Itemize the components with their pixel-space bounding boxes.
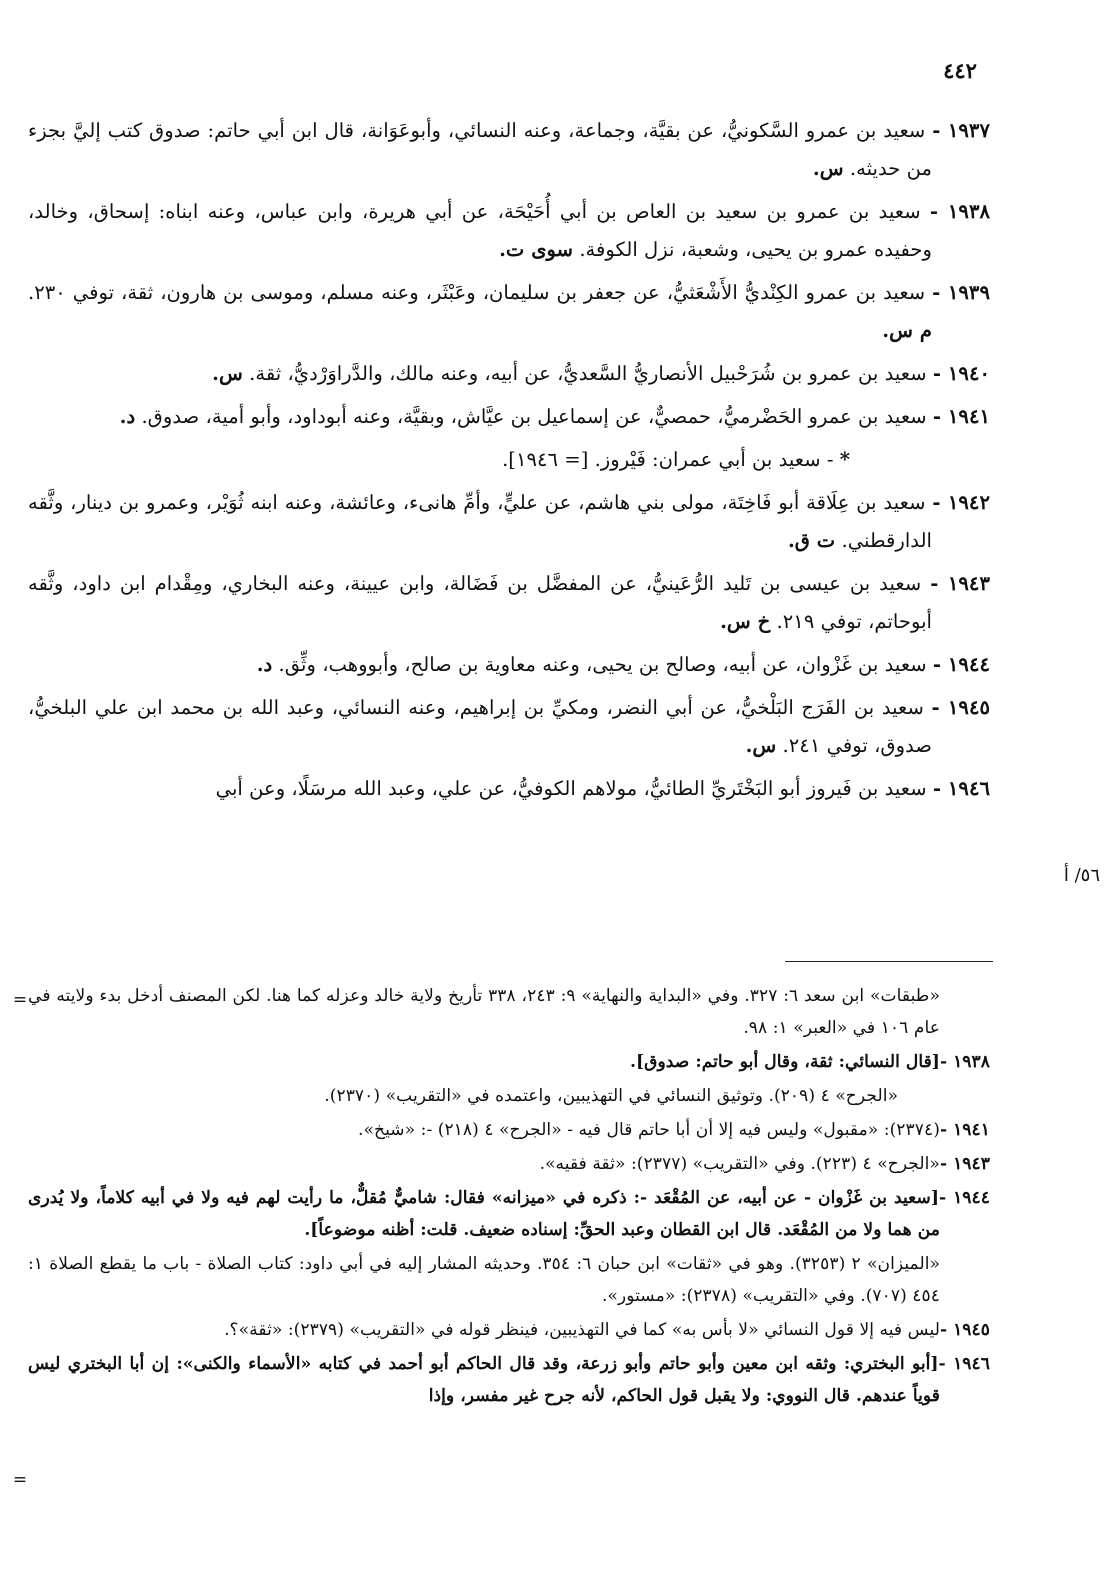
continuation-mark-top: =: [12, 990, 28, 1010]
biography-entry: [28, 398, 990, 436]
entry-text: سعيد بن الفَرَج البَلْخيُّ، عن أبي النضر، ومكيِّ بن إبراهيم، وعنه النسائي، وعبد الله بن محمد ابن علي البلخيُّ، صدوق، توفي ٢٤١.: [28, 696, 932, 757]
footnote-bold-text: [سعيد بن غَزْوان - عن أبيه، عن المُقْعَد -: ذكره في «ميزانه» فقال: شاميٌّ مُقلٌّ، ما رأيت لهم فيه ولا في أبيه كلاماً، ولا يُدرى من هما ولا من المُقْعَد. قال ابن القطان وعبد الحقِّ: إسناده ضعيف. قلت: أظنه موضوعاً].: [28, 1188, 940, 1240]
entry-text: سعيد بن عِلَاقة أبو فَاخِتَة، مولى بني هاشم، عن عليٍّ، وأمِّ هانىء، وعائشة، وعنه ابنه ثُوَيْر، وعمرو بن دينار، وثَّقه الدارقطني.: [28, 491, 932, 552]
entry-number: ١٩٤٥ -: [931, 696, 990, 719]
entry-text: - سعيد بن أبي عمران: فَيْروز. [= ١٩٤٦].: [502, 448, 834, 471]
entry-text: سعيد بن عمرو بن شُرَحْبيل الأنصاريُّ السَّعديُّ، عن أبيه، وعنه مالك، والدَّراوَرْديُّ، ثقة.: [249, 362, 927, 385]
biography-entry: [28, 193, 990, 269]
biography-entry: [28, 355, 990, 393]
entry-number: ١٩٣٨ -: [929, 200, 990, 223]
footnote-number: ١٩٤٣ -: [939, 1154, 990, 1174]
continuation-mark-bottom: =: [12, 1470, 28, 1490]
entry-source-code: س.: [812, 157, 844, 180]
biography-entry: [28, 646, 990, 684]
footnote: [28, 1046, 990, 1078]
entry-text: سعيد بن عمرو بن سعيد بن العاص بن أبي أُحَيْحَة، عن أبي هريرة، وابن عباس، وعنه ابناه: إسحاق، وخالد، وحفيده عمرو بن يحيى، وشعبة، نزل الكوفة.: [28, 200, 932, 261]
biography-entry: [28, 274, 990, 350]
footnote-number: ١٩٣٨ -: [939, 1052, 990, 1072]
biography-entry: [28, 112, 990, 188]
footnote-bold-text: [أبو البختري: وثقه ابن معين وأبو حاتم وأبو زرعة، وقد قال الحاكم أبو أحمد في كتابه «الأسماء والكنى»: إن أبا البختري ليس قوياً عندهم. قال النووي: ولا يقبل قول الحاكم، لأنه جرح غير مفسر، وإذا: [28, 1354, 940, 1406]
entry-source-code: س.: [212, 362, 243, 385]
footnote-text: «الجرح» ٤ (٢٠٩). وتوثيق النسائي في التهذيبين، واعتمده في «التقريب» (٢٣٧٠).: [324, 1086, 898, 1106]
entry-source-code: سوى ت.: [499, 238, 574, 261]
footnote: [28, 1314, 990, 1346]
entry-source-code: خ س.: [720, 610, 771, 633]
entry-source-code: س.: [745, 734, 777, 757]
entry-source-code: د.: [119, 405, 136, 428]
margin-folio-marker: ٥٦/ أ: [1063, 865, 1100, 886]
entry-text: سعيد بن عمرو الكِنْديُّ الأَشْعَثيُّ، عن جعفر بن سليمان، وعَبْثَر، وعنه مسلم، وموسى بن هارون، ثقة، توفي ٢٣٠.: [28, 281, 926, 304]
biography-entry: [28, 770, 990, 808]
footnote-number: ١٩٤٤ -: [938, 1188, 990, 1208]
biography-entry: [28, 689, 990, 765]
footnote: [28, 1348, 990, 1412]
footnote-bold-text: [قال النسائي: ثقة، وقال أبو حاتم: صدوق].: [630, 1052, 940, 1072]
entry-text: سعيد بن غَزْوان، عن أبيه، وصالح بن يحيى، وعنه معاوية بن صالح، وأبووهب، وثِّق.: [278, 653, 927, 676]
footnote-separator: [785, 961, 993, 962]
entry-number: ١٩٤٦ -: [932, 777, 990, 800]
biography-entry: [28, 441, 990, 479]
entry-number: ١٩٣٧ -: [932, 119, 990, 142]
footnote-number: ١٩٤١ -: [939, 1120, 990, 1140]
entry-number: ١٩٤٢ -: [932, 491, 990, 514]
entry-number: ١٩٤٣ -: [930, 572, 990, 595]
footnote-text: «طبقات» ابن سعد ٦: ٣٢٧. وفي «البداية والنهاية» ٩: ٢٤٣، ٣٣٨ تأريخ ولاية خالد وعزله كما هنا. لكن المصنف أدخل بدء ولايته في عام ١٠٦ في «العبر» ١: ٩٨.: [28, 986, 940, 1038]
footnote: [28, 1080, 990, 1112]
footnote: [28, 1182, 990, 1246]
entry-source-code: ت ق.: [787, 529, 836, 552]
footnote-number: ١٩٤٦ -: [938, 1354, 990, 1374]
entry-text: سعيد بن عيسى بن تَليد الرُّعَينيُّ، عن المفضَّل بن فَضَالة، وابن عيينة، وعنه البخاري، ومِقْدام ابن داود، وثَّقه أبوحاتم، توفي ٢١٩.: [28, 572, 932, 633]
entry-text: سعيد بن فَيروز أبو البَخْتَريِّ الطائيُّ، مولاهم الكوفيُّ، عن علي، وعبد الله مرسَلًا، وعن أبي: [215, 777, 927, 800]
footnote-text: ليس فيه إلا قول النسائي «لا بأس به» كما في التهذيبين، فينظر قوله في «التقريب» (٢٣٧٩): «ثقة»؟.: [224, 1320, 940, 1340]
footnote: [28, 1248, 990, 1312]
entry-text: سعيد بن عمرو الحَضْرميُّ، حمصيٌّ، عن إسماعيل بن عيَّاش، وبقيَّة، وعنه أبوداود، وأبو أمية، صدوق.: [141, 405, 927, 428]
footnotes: [28, 980, 990, 1414]
entry-source-code: د.: [256, 653, 273, 676]
entry-number: *: [839, 448, 850, 471]
footnote: [28, 1114, 990, 1146]
entry-number: ١٩٤٤ -: [932, 653, 990, 676]
entry-number: ١٩٤٠ -: [932, 362, 990, 385]
footnote: [28, 980, 990, 1044]
footnote-text: (٢٣٧٤): «مقبول» وليس فيه إلا أن أبا حاتم قال فيه - «الجرح» ٤ (٢١٨) -: «شيخ».: [358, 1120, 940, 1140]
biography-entry: [28, 565, 990, 641]
footnote-number: ١٩٤٥ -: [939, 1320, 990, 1340]
main-text: [28, 112, 990, 813]
page-number: ٤٤٢: [943, 58, 977, 83]
entry-text: سعيد بن عمرو السَّكونيُّ، عن بقيَّة، وجماعة، وعنه النسائي، وأبوعَوَانة، قال ابن أبي حاتم: صدوق كتب إليَّ بجزء من حديثه.: [28, 119, 932, 180]
footnote-text: «الميزان» ٢ (٣٢٥٣). وهو في «ثقات» ابن حبان ٦: ٣٥٤. وحديثه المشار إليه في أبي داود: كتاب الصلاة - باب ما يقطع الصلاة ١: ٤٥٤ (٧٠٧). وفي «التقريب» (٢٣٧٨): «مستور».: [28, 1254, 940, 1306]
biography-entry: [28, 484, 990, 560]
entry-number: ١٩٤١ -: [932, 405, 990, 428]
entry-source-code: م س.: [882, 319, 932, 342]
footnote-text: «الجرح» ٤ (٢٢٣). وفي «التقريب» (٢٣٧٧): «ثقة فقيه».: [539, 1154, 940, 1174]
entry-number: ١٩٣٩ -: [932, 281, 990, 304]
footnote: [28, 1148, 990, 1180]
